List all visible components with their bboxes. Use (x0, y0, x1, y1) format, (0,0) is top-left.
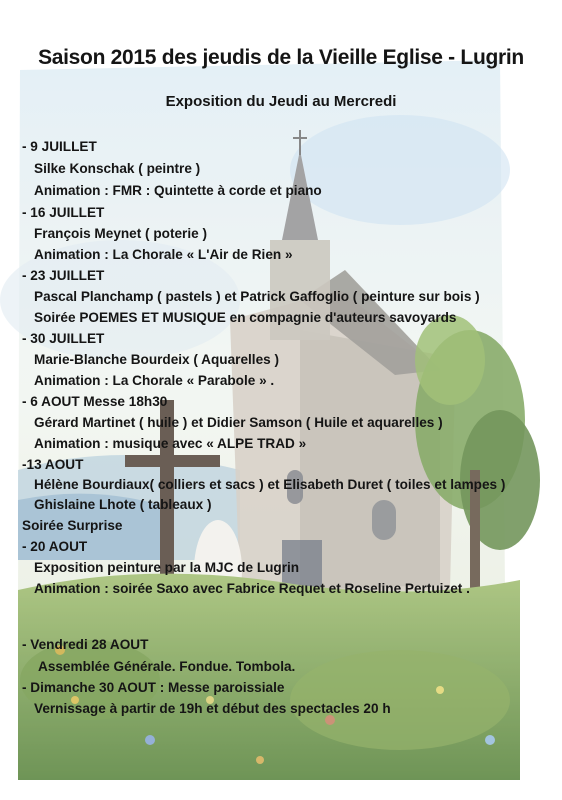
event-date: - 20 AOUT (22, 539, 88, 554)
closing-line: Vernissage à partir de 19h et début des spectacles 20 h (34, 701, 391, 716)
event-line: Animation : La Chorale « Parabole » . (34, 373, 275, 388)
event-date: - 23 JUILLET (22, 268, 105, 283)
event-date: - 16 JUILLET (22, 205, 105, 220)
event-line: Soirée POEMES ET MUSIQUE en compagnie d'auteurs savoyards (34, 310, 457, 325)
event-date: - 6 AOUT Messe 18h30 (22, 394, 168, 409)
closing-date: - Vendredi 28 AOUT (22, 637, 149, 652)
event-line: Hélène Bourdiaux( colliers et sacs ) et Elisabeth Duret ( toiles et lampes ) (34, 477, 506, 492)
event-line: Animation : soirée Saxo avec Fabrice Requet et Roseline Pertuizet . (34, 581, 470, 596)
poster-subtitle: Exposition du Jeudi au Mercredi (165, 93, 397, 110)
event-line: Silke Konschak ( peintre ) (34, 161, 201, 176)
event-extra: Soirée Surprise (22, 518, 123, 533)
event-line: François Meynet ( poterie ) (34, 226, 207, 241)
event-date: -13 AOUT (22, 457, 84, 472)
event-line: Exposition peinture par la MJC de Lugrin (34, 560, 300, 575)
event-line: Marie-Blanche Bourdeix ( Aquarelles ) (34, 352, 279, 367)
poster-title: Saison 2015 des jeudis de la Vieille Eglise - Lugrin (38, 46, 524, 69)
event-date: - 9 JUILLET (22, 139, 97, 154)
event-line: Animation : FMR : Quintette à corde et piano (34, 183, 322, 198)
event-line: Gérard Martinet ( huile ) et Didier Samson ( Huile et aquarelles ) (34, 415, 443, 430)
event-date: - 30 JUILLET (22, 331, 105, 346)
closing-line: Assemblée Générale. Fondue. Tombola. (38, 659, 296, 674)
event-line: Animation : La Chorale « L'Air de Rien » (34, 247, 293, 262)
closing-date: - Dimanche 30 AOUT : Messe paroissiale (22, 680, 285, 695)
event-line: Animation : musique avec « ALPE TRAD » (34, 436, 307, 451)
event-line: Pascal Planchamp ( pastels ) et Patrick Gaffoglio ( peinture sur bois ) (34, 289, 480, 304)
event-line: Ghislaine Lhote ( tableaux ) (34, 497, 212, 512)
